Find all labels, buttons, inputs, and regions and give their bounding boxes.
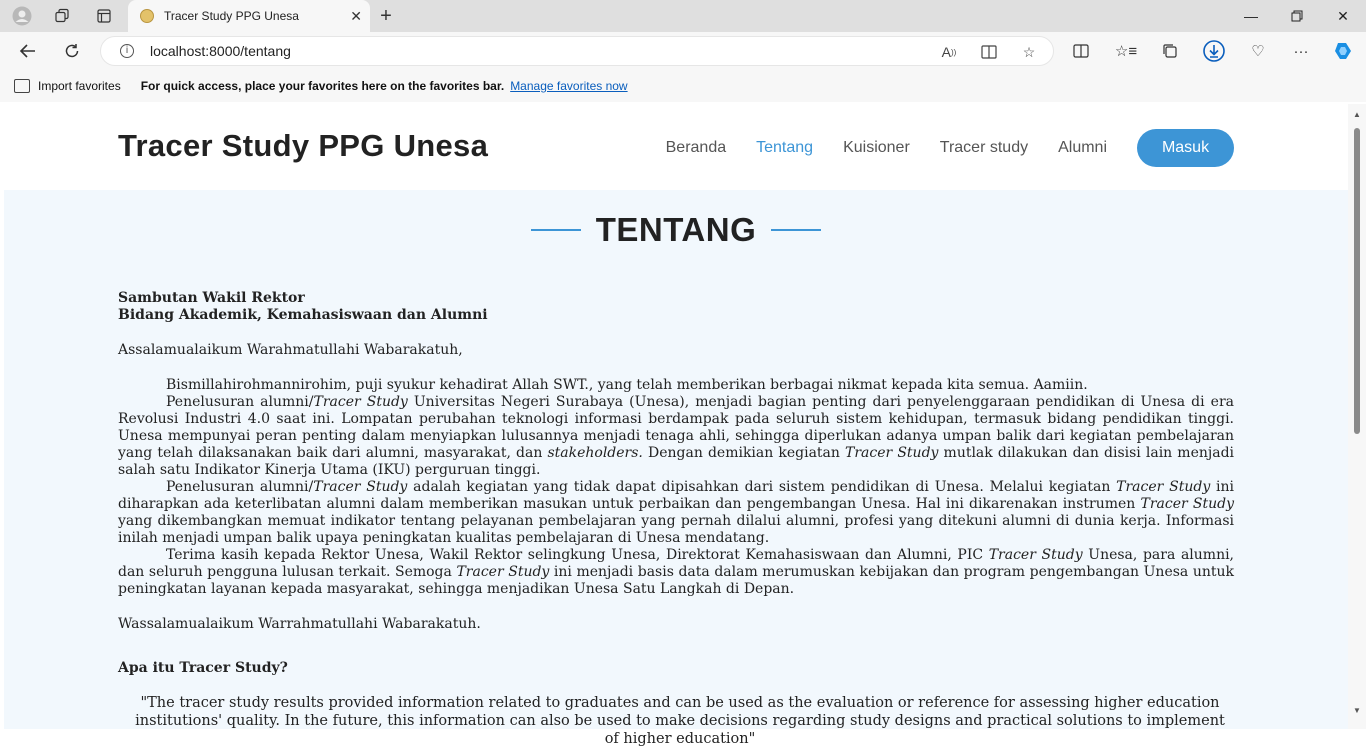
closing-text: Wassalamualaikum Warrahmatullahi Wabarakatuh.: [118, 616, 481, 632]
close-window-icon[interactable]: ✕: [1337, 7, 1349, 24]
heading-greeting: Sambutan Wakil Rektor: [118, 290, 305, 306]
title-divider-left: [531, 229, 581, 231]
about-content: [118, 290, 1234, 677]
nav-item-kuisioner[interactable]: Kuisioner: [843, 139, 910, 156]
nav-item-tracer-study[interactable]: Tracer study: [939, 139, 1029, 156]
site-brand[interactable]: Tracer Study PPG Unesa: [118, 128, 489, 163]
paragraph-2: Penelusuran alumni/Tracer Study Universitas Negeri Surabaya (Unesa), menjadi bagian penting dari penyelenggaraan pendidikan di Unesa di era Revolusi Industri 4.0 saat ini. Lompatan perubahan teknologi informasi berdampak pada seluruh sistem kehidupan, termasuk bidang pendidikan tinggi. Unesa mempunyai peran penting dalam menyiapkan lulusannya menjadi tenaga ahli, sehingga diperlukan adanya umpan balik dari kegiatan pembelajaran yang telah dilaksanakan baik dari alumni, masyarakat, dan stakeholders. Dengan demikian kegiatan Tracer Study mutlak dilakukan dan disisi lain menjadi salah satu Indikator Kinerja Utama (IKU) perguruan tinggi.: [118, 394, 1235, 478]
address-bar[interactable]: [100, 36, 1054, 66]
paragraph-4: Terima kasih kepada Rektor Unesa, Wakil Rektor selingkung Unesa, Direktorat Kemahasiswaan dan Alumni, PIC Tracer Study Unesa, para alumni, dan seluruh pengguna lulusan terkait. Semoga Tracer Study ini menjadi basis data dalam merumuskan kebijakan dan program pengembangan Unesa untuk peningkatan layanan kepada masyarakat, sehingga menjadikan Unesa Satu Langkah di Depan.: [118, 547, 1235, 597]
title-divider-right: [771, 229, 821, 231]
favorites-icon[interactable]: ☆≡: [1114, 43, 1138, 60]
browser-toolbar: [0, 32, 1366, 70]
tab-strip: [0, 0, 1366, 32]
question-heading: Apa itu Tracer Study?: [118, 660, 288, 676]
workspaces-icon[interactable]: [48, 4, 76, 28]
immersive-reader-icon[interactable]: [980, 44, 998, 60]
import-favorites-button[interactable]: Import favorites: [38, 79, 121, 93]
page-title: TENTANG: [595, 211, 757, 248]
new-tab-icon[interactable]: +: [380, 4, 392, 27]
login-button[interactable]: Masuk: [1137, 129, 1234, 167]
manage-favorites-link[interactable]: Manage favorites now: [510, 79, 628, 93]
paragraph-3: Penelusuran alumni/Tracer Study adalah kegiatan yang tidak dapat dipisahkan dari sistem pendidikan di Unesa. Melalui kegiatan Tracer Study ini diharapkan ada keterlibatan alumni dalam memberikan masukan untuk perbaikan dan pengembangan Unesa. Hal ini dikarenakan instrumen Tracer Study yang dikembangkan memuat indikator tentang pelayanan pembelajaran yang pernah dilalui alumni, profesi yang ditekuni alumni di dunia kerja. Informasi inilah menjadi umpan balik upaya peningkatan kualitas pembelajaran di Unesa mendatang.: [118, 479, 1234, 546]
site-nav: [636, 128, 1234, 168]
site-header: [4, 104, 1348, 190]
split-screen-icon[interactable]: [1069, 40, 1093, 62]
site-favicon-icon: [140, 9, 154, 23]
profile-icon[interactable]: [8, 4, 36, 28]
close-tab-icon[interactable]: ✕: [350, 7, 362, 24]
tab-actions-icon[interactable]: [90, 4, 118, 28]
tab-active[interactable]: [128, 0, 370, 32]
scroll-down-icon[interactable]: ▼: [1353, 706, 1361, 715]
import-favorites-icon: [14, 79, 30, 93]
site-info-icon[interactable]: i: [120, 44, 134, 58]
scrollbar[interactable]: [1348, 104, 1366, 729]
scrollbar-thumb[interactable]: [1354, 128, 1360, 434]
nav-item-beranda[interactable]: Beranda: [665, 139, 727, 156]
paragraph-1: Bismillahirohmannirohim, puji syukur kehadirat Allah SWT., yang telah memberikan berbagai nikmat kepada kita semua. Aamiin.: [166, 377, 1088, 393]
back-icon[interactable]: [13, 37, 43, 65]
nav-item-alumni[interactable]: Alumni: [1058, 139, 1107, 156]
restore-icon[interactable]: [1274, 0, 1320, 32]
nav-item-tentang[interactable]: Tentang: [756, 139, 814, 156]
minimize-icon[interactable]: —: [1244, 8, 1258, 24]
more-menu-icon[interactable]: ···: [1293, 42, 1309, 60]
page-viewport: [4, 104, 1348, 747]
tab-title: Tracer Study PPG Unesa: [164, 9, 299, 23]
browser-essentials-icon[interactable]: ♡: [1251, 43, 1265, 60]
scroll-up-icon[interactable]: ▲: [1353, 110, 1361, 119]
favorites-bar-message: For quick access, place your favorites here on the favorites bar.: [140, 79, 505, 93]
copilot-icon[interactable]: [1331, 40, 1355, 62]
refresh-icon[interactable]: [57, 37, 87, 65]
greeting-text: Assalamualaikum Warahmatullahi Wabarakatuh,: [118, 342, 463, 358]
heading-department: Bidang Akademik, Kemahasiswaan dan Alumni: [118, 307, 488, 323]
read-aloud-icon[interactable]: A )): [941, 44, 957, 60]
tracer-study-quote: "The tracer study results provided information related to graduates and can be used as the evaluation or reference for assessing higher education institutions' quality. In the future, this information can also be used to make decisions regarding study designs and practical solutions to implement of higher education": [135, 695, 1225, 747]
downloads-icon[interactable]: [1202, 40, 1226, 62]
favorites-bar: [0, 70, 1366, 102]
favorite-star-icon[interactable]: ☆: [1022, 43, 1036, 60]
url-text: localhost:8000/tentang: [150, 43, 291, 59]
collections-icon[interactable]: [1158, 40, 1182, 62]
section-title: [4, 210, 1348, 250]
